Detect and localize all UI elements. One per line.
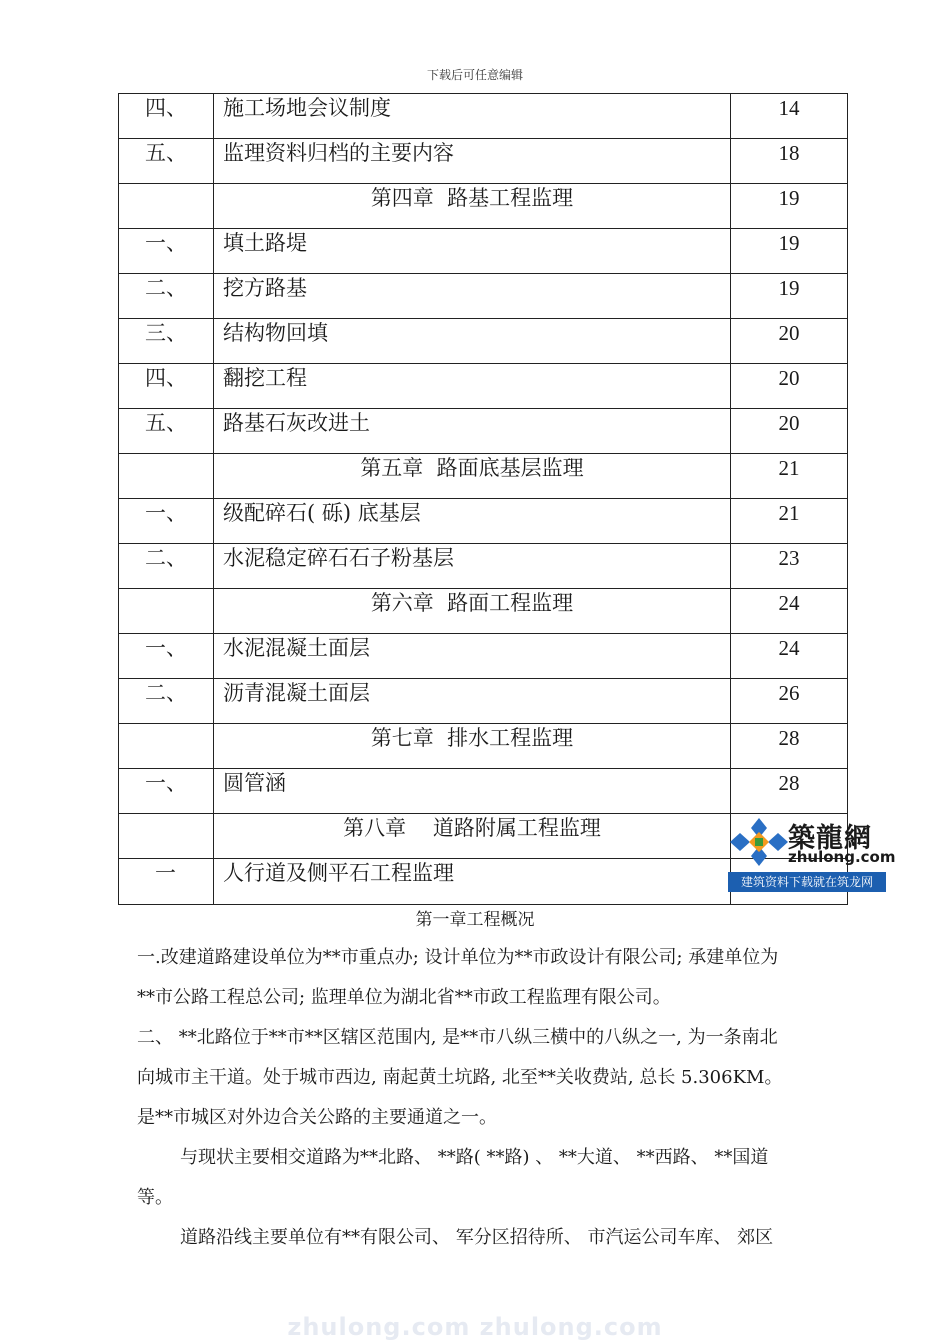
toc-section-title: 沥青混凝土面层 [214,679,731,724]
toc-number [119,814,214,859]
toc-page-number: 14 [731,94,848,139]
toc-number: 一 [119,859,214,905]
toc-number: 三、 [119,319,214,364]
chapter-heading: 第一章工程概况 [415,910,535,930]
toc-section-title: 路基石灰改进土 [214,409,731,454]
toc-section-title: 挖方路基 [214,274,731,319]
header-note: 下载后可任意编辑 [426,68,523,82]
toc-page-number: 21 [731,499,848,544]
toc-section-title: 水泥混凝土面层 [214,634,731,679]
toc-section-title: 水泥稳定碎石石子粉基层 [214,544,731,589]
toc-number: 一、 [119,634,214,679]
logo-domain: zhulong.com [788,848,896,866]
paragraph-line: 道路沿线主要单位有**有限公司、 军分区招待所、 市汽运公司车库、 郊区 [180,1227,774,1248]
toc-row [119,679,848,724]
paragraph-line: 等。 [137,1187,173,1208]
toc-row [119,229,848,274]
toc-page-number: 24 [731,589,848,634]
toc-table [118,93,848,905]
toc-number: 一、 [119,499,214,544]
toc-row [119,94,848,139]
toc-page-number: 26 [731,679,848,724]
toc-page-number: 28 [731,724,848,769]
zhulong-logo [728,814,896,894]
toc-section-title: 翻挖工程 [214,364,731,409]
toc-row [119,364,848,409]
toc-row [119,184,848,229]
toc-row [119,319,848,364]
toc-row [119,589,848,634]
toc-number: 二、 [119,679,214,724]
paragraph-line: 向城市主干道。处于城市西边, 南起黄土坑路, 北至**关收费站, 总长 5.306KM。 [137,1067,783,1088]
paragraph-line: 二、 **北路位于**市**区辖区范围内, 是**市八纵三横中的八纵之一, 为一条南北 [137,1027,778,1048]
toc-row [119,724,848,769]
paragraph-line: 是**市城区对外边合关公路的主要通道之一。 [137,1107,497,1128]
logo-slogan: 建筑资料下载就在筑龙网 [728,872,886,892]
toc-number: 五、 [119,139,214,184]
toc-page-number: 24 [731,634,848,679]
toc-chapter-title: 第七章 排水工程监理 [214,724,731,769]
toc-page-number: 28 [731,769,848,814]
bottom-watermark: zhulong.com zhulong.com [287,1313,663,1341]
toc-page-number: 19 [731,229,848,274]
toc-page-number: 18 [731,139,848,184]
toc-row [119,139,848,184]
toc-number: 一、 [119,769,214,814]
toc-page-number: 19 [731,184,848,229]
toc-section-title: 结构物回填 [214,319,731,364]
toc-number: 五、 [119,409,214,454]
toc-chapter-title: 第五章 路面底基层监理 [214,454,731,499]
toc-section-title: 人行道及侧平石工程监理 [214,859,731,905]
toc-number: 四、 [119,364,214,409]
toc-number: 一、 [119,229,214,274]
toc-number: 二、 [119,544,214,589]
toc-row [119,274,848,319]
zhulong-emblem-icon [730,814,788,870]
toc-row [119,454,848,499]
toc-number [119,454,214,499]
toc-chapter-title: 第四章 路基工程监理 [214,184,731,229]
paragraph-line: 与现状主要相交道路为**北路、 **路( **路) 、 **大道、 **西路、 **国道 [180,1147,769,1168]
toc-page-number: 21 [731,454,848,499]
toc-row [119,544,848,589]
toc-section-title: 施工场地会议制度 [214,94,731,139]
toc-section-title: 级配碎石( 砾) 底基层 [214,499,731,544]
toc-row [119,409,848,454]
toc-chapter-title: 第六章 路面工程监理 [214,589,731,634]
toc-page-number: 23 [731,544,848,589]
toc-section-title: 填土路堤 [214,229,731,274]
paragraph-line: **市公路工程总公司; 监理单位为湖北省**市政工程监理有限公司。 [137,987,671,1008]
toc-chapter-title: 第八章 道路附属工程监理 [214,814,731,859]
toc-number: 二、 [119,274,214,319]
toc-number [119,184,214,229]
toc-page-number: 20 [731,319,848,364]
logo-chinese-name: 築龍網 [788,823,872,854]
paragraph-line: 一.改建道路建设单位为**市重点办; 设计单位为**市政设计有限公司; 承建单位为 [137,947,779,968]
toc-row [119,499,848,544]
toc-number: 四、 [119,94,214,139]
toc-row [119,769,848,814]
toc-page-number: 20 [731,409,848,454]
toc-number [119,724,214,769]
toc-page-number: 20 [731,364,848,409]
toc-number [119,589,214,634]
toc-row [119,634,848,679]
toc-section-title: 监理资料归档的主要内容 [214,139,731,184]
toc-page-number: 19 [731,274,848,319]
toc-section-title: 圆管涵 [214,769,731,814]
